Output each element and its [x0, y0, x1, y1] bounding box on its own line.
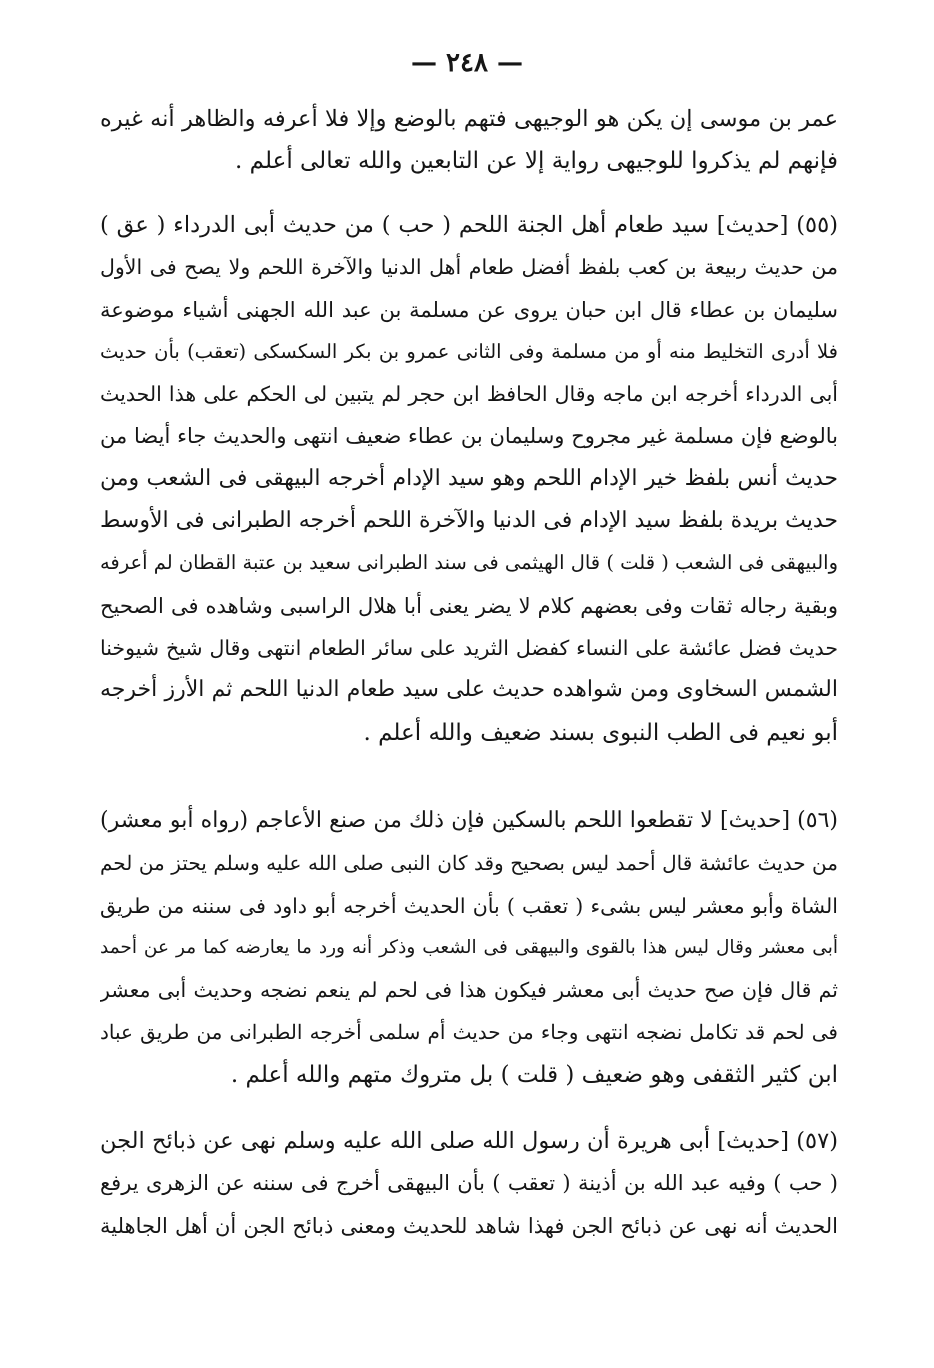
text-line: ( حب ) وفيه عبد الله بن أذينة ( تعقب ) بأن البيهقى أخرج فى سننه عن الزهرى يرفع [100, 1171, 838, 1196]
text-line: بالوضع فإن مسلمة غير مجروح وسليمان بن عطاء ضعيف انتهى والحديث جاء أيضا من [100, 424, 838, 449]
text-line: سليمان بن عطاء قال ابن حبان يروى عن مسلمة بن عبد الله الجهنى أشياء موضوعة [100, 297, 838, 322]
text-line: (٥٦) [حديث] لا تقطعوا اللحم بالسكين فإن ذلك من صنع الأعاجم (رواه أبو معشر) [100, 808, 838, 833]
page-number: — ٢٤٨ — [410, 48, 524, 78]
hadith-57-paragraph [100, 1120, 838, 1247]
hadith-56-paragraph [100, 800, 838, 1096]
text-line: فإنهم لم يذكروا للوجيهى رواية إلا عن التابعين والله تعالى أعلم . [235, 148, 838, 175]
text-line: أبى معشر وقال ليس هذا بالقوى والبيهقى فى الشعب وذكر أنه ورد ما يعارضه كما مر عن أحمد [100, 936, 838, 958]
text-line: من حديث عائشة قال أحمد ليس بصحيح وقد كان النبى صلى الله عليه وسلم يحتز من لحم [100, 851, 838, 876]
text-line: فلا أدرى التخليط منه أو من مسلمة وفى الثانى عمرو بن بكر السكسكى (تعقب) بأن حديث [100, 339, 838, 363]
text-line: من حديث ربيعة بن كعب بلفظ أفضل طعام أهل الدنيا والآخرة اللحم ولا يصح فى الأول [100, 255, 838, 280]
text-line: (٥٥) [حديث] سيد طعام أهل الجنة اللحم ( حب ) من حديث أبى الدرداء ( عق ) [100, 212, 838, 238]
text-line: أبى الدرداء أخرجه ابن ماجه وقال الحافظ ابن حجر لم يتبين لى الحكم على هذا الحديث [100, 382, 838, 407]
text-line: ثم قال فإن صح حديث أبى معشر فيكون هذا فى لحم لم ينعم نضجه وحديث أبى معشر [100, 978, 838, 1003]
text-line: (٥٧) [حديث] أبى هريرة أن رسول الله صلى الله عليه وسلم نهى عن ذبائح الجن [100, 1128, 838, 1154]
text-line: أبو نعيم فى الطب النبوى بسند ضعيف والله أعلم . [363, 719, 838, 746]
text-line: وبقية رجاله ثقات وفى بعضهم كلام لا يضر يعنى أبا هلال الراسبى وشاهده فى الصحيح [100, 593, 838, 618]
text-line: حديث بريدة بلفظ سيد الإدام فى الدنيا والآخرة اللحم أخرجه الطبرانى فى الأوسط [100, 508, 838, 534]
text-line: حديث أنس بلفظ خير الإدام اللحم وهو سيد الإدام أخرجه البيهقى فى الشعب ومن [100, 465, 838, 491]
text-line: والبيهقى فى الشعب ( قلت ) قال الهيثمى فى سند الطبرانى سعيد بن عتبة القطان لم أعرفه [100, 551, 838, 575]
text-line: ابن كثير الثقفى وهو ضعيف ( قلت ) بل متروك متهم والله أعلم . [230, 1061, 838, 1088]
hadith-55-paragraph [100, 204, 838, 754]
text-line: الشاة وأبو معشر ليس بشىء ( تعقب ) بأن الحديث أخرجه أبو داود فى سننه من طريق [100, 893, 838, 918]
intro-paragraph [100, 98, 838, 183]
text-line: الحديث أنه نهى عن ذبائح الجن فهذا شاهد للحديث ومعنى ذبائح الجن أن أهل الجاهلية [100, 1213, 838, 1238]
text-line: عمر بن موسى إن يكن هو الوجيهى فتهم بالوضع وإلا فلا أعرفه والظاهر أنه غيره [100, 106, 838, 132]
text-line: الشمس السخاوى ومن شواهده حديث على سيد طعام الدنيا اللحم ثم الأرز أخرجه [100, 677, 838, 703]
text-line: فى لحم قد تكامل نضجه انتهى وجاء من حديث أم سلمى أخرجه الطبرانى من طريق عباد [100, 1020, 838, 1045]
text-line: حديث فضل عائشة على النساء كفضل الثريد على سائر الطعام انتهى وقال شيخ شيوخنا [100, 635, 838, 660]
